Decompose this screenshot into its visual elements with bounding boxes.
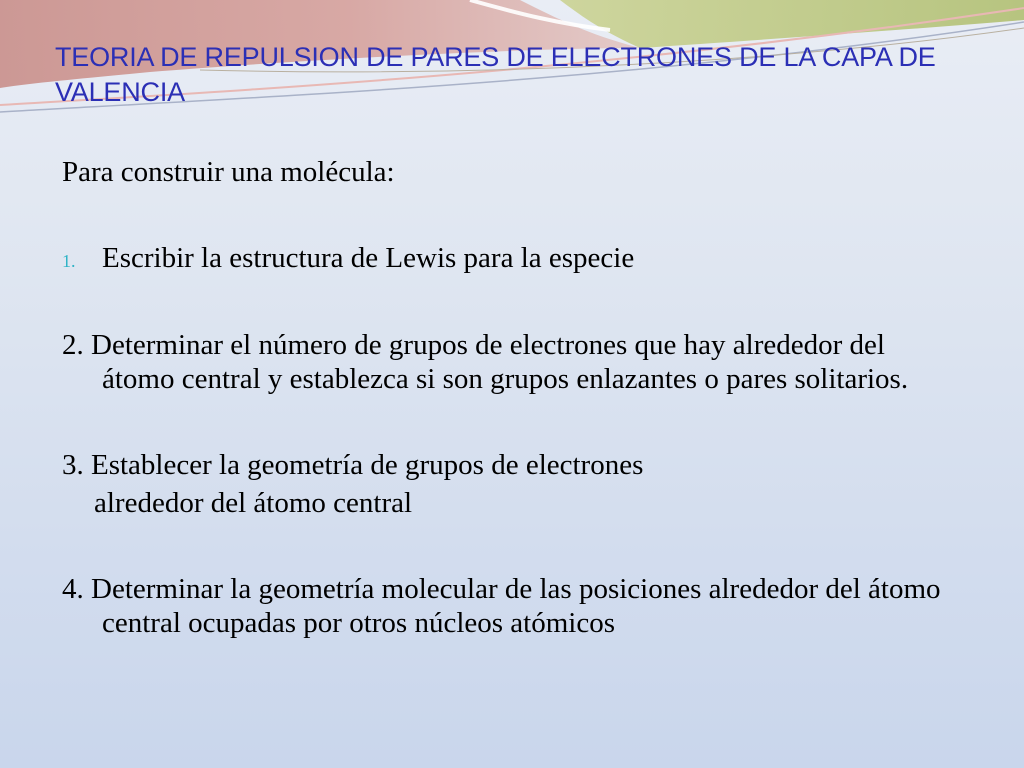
- step-1: [62, 241, 962, 278]
- step-4: 4. Determinar la geometría molecular de las posiciones alrededor del átomo central ocupadas por otros núcleos atómicos: [62, 573, 941, 639]
- step-3: [62, 448, 962, 520]
- step-1-number: 1.: [62, 251, 76, 271]
- intro-text: Para construir una molécula:: [62, 156, 395, 188]
- slide-title: TEORIA DE REPULSION DE PARES DE ELECTRONES DE LA CAPA DE VALENCIA: [55, 42, 936, 107]
- step-2: 2. Determinar el número de grupos de electrones que hay alrededor del átomo central y establezca si son grupos enlazantes o pares solitarios.: [62, 329, 909, 395]
- step-1-text: Escribir la estructura de Lewis para la especie: [102, 242, 635, 274]
- step-3-continuation: alrededor del átomo central: [94, 487, 413, 519]
- step-3-text: 3. Establecer la geometría de grupos de electrones: [62, 449, 644, 481]
- slide-body: [62, 155, 962, 640]
